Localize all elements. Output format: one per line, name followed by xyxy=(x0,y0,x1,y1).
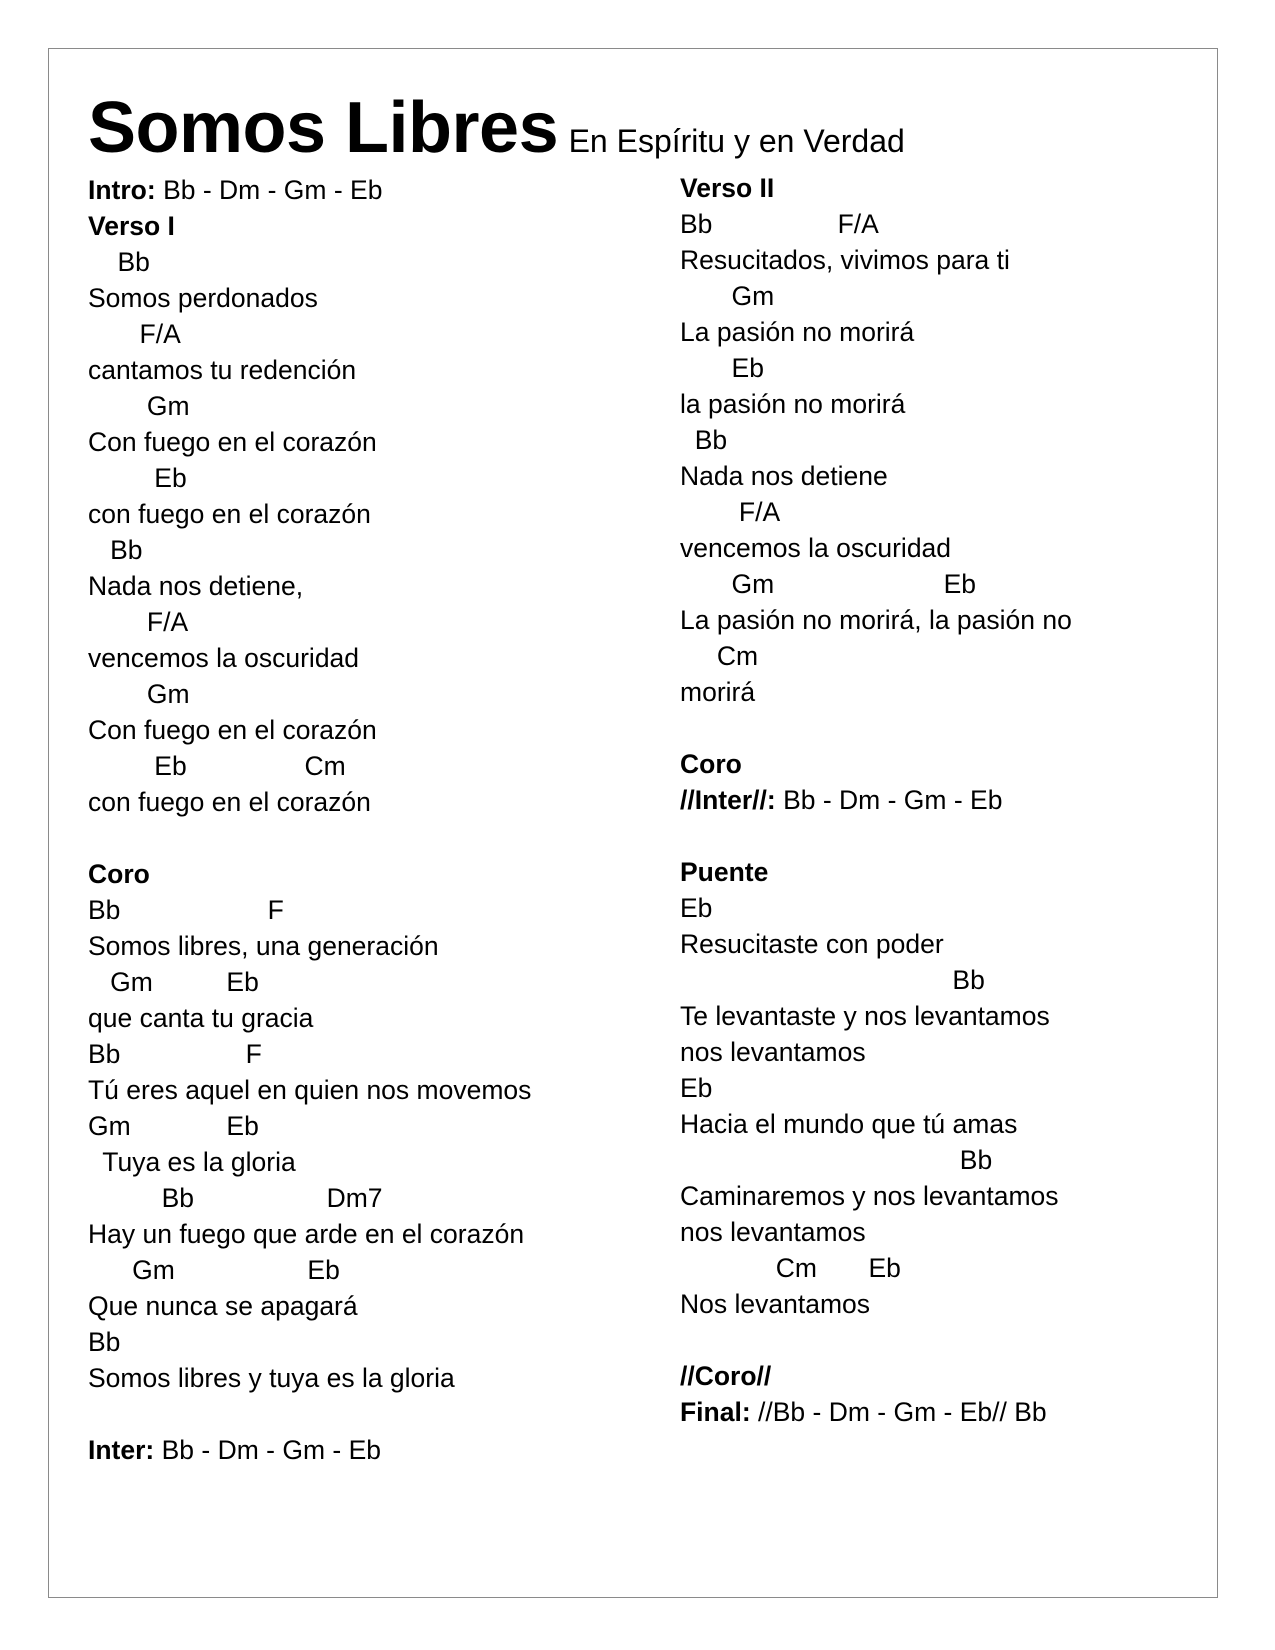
spacer xyxy=(680,818,1220,854)
lyric-line: Con fuego en el corazón xyxy=(88,427,377,457)
spacer xyxy=(88,1396,668,1432)
lyric-line: Somos perdonados xyxy=(88,283,318,313)
section-label-verso-2: Verso II xyxy=(680,173,775,203)
lyric-line: la pasión no morirá xyxy=(680,389,906,419)
spacer xyxy=(680,710,1220,746)
lyric-line: Nada nos detiene, xyxy=(88,571,304,601)
lyric-line: Hacia el mundo que tú amas xyxy=(680,1109,1018,1139)
spacer xyxy=(680,1322,1220,1358)
final-label: Final: xyxy=(680,1397,751,1427)
lyric-line: La pasión no morirá, la pasión no xyxy=(680,605,1072,635)
chord-line: Bb F/A xyxy=(680,209,879,239)
chord-line: Bb F xyxy=(88,1039,262,1069)
lyric-line: nos levantamos xyxy=(680,1217,866,1247)
lyric-line: Con fuego en el corazón xyxy=(88,715,377,745)
lyric-line: Caminaremos y nos levantamos xyxy=(680,1181,1059,1211)
chord-line: Bb xyxy=(88,535,143,565)
inter-chords: Bb - Dm - Gm - Eb xyxy=(775,785,1003,815)
chord-line: Eb xyxy=(88,463,187,493)
lyric-line: Nada nos detiene xyxy=(680,461,888,491)
chord-line: Gm xyxy=(680,281,775,311)
chord-line: Gm Eb xyxy=(88,1255,340,1285)
chord-line: Eb Cm xyxy=(88,751,346,781)
lyric-line: Resucitaste con poder xyxy=(680,929,944,959)
chord-line: Gm Eb xyxy=(88,967,259,997)
left-column xyxy=(88,172,668,1468)
chord-line: Gm xyxy=(88,391,190,421)
lyric-line: vencemos la oscuridad xyxy=(88,643,360,673)
right-column xyxy=(680,170,1220,1430)
chord-line: Bb xyxy=(88,1327,121,1357)
final-line xyxy=(680,1394,1220,1430)
section-label-coro: Coro xyxy=(680,749,742,779)
lyric-line: Nos levantamos xyxy=(680,1289,871,1319)
intro-chords: Bb - Dm - Gm - Eb xyxy=(155,175,383,205)
chord-line: Cm xyxy=(680,641,759,671)
inter-label: //Inter//: xyxy=(680,785,776,815)
intro-line xyxy=(88,172,668,208)
spacer xyxy=(88,820,668,856)
lyric-line: La pasión no morirá xyxy=(680,317,915,347)
chord-line: F/A xyxy=(88,319,181,349)
chord-line: F/A xyxy=(680,497,781,527)
title-row xyxy=(88,88,905,168)
chord-line: F/A xyxy=(88,607,189,637)
chord-line: Bb xyxy=(680,425,728,455)
chord-line: Gm xyxy=(88,679,190,709)
lyric-line: Que nunca se apagará xyxy=(88,1291,358,1321)
final-chords: //Bb - Dm - Gm - Eb// Bb xyxy=(750,1397,1047,1427)
chord-line: Gm Eb xyxy=(88,1111,259,1141)
chord-line: Bb xyxy=(680,965,985,995)
chord-line: Bb F xyxy=(88,895,284,925)
chord-line: Gm Eb xyxy=(680,569,976,599)
artist-subtitle: En Espíritu y en Verdad xyxy=(568,123,905,159)
lyric-line: Somos libres, una generación xyxy=(88,931,439,961)
section-label-puente: Puente xyxy=(680,857,769,887)
chord-line: Eb xyxy=(680,893,713,923)
lyric-line: Tuya es la gloria xyxy=(88,1147,296,1177)
section-label-verso-1: Verso I xyxy=(88,211,175,241)
inter-line xyxy=(88,1432,668,1468)
lyric-line: Resucitados, vivimos para ti xyxy=(680,245,1010,275)
inter-chords: Bb - Dm - Gm - Eb xyxy=(154,1435,381,1465)
lyric-line: Hay un fuego que arde en el corazón xyxy=(88,1219,525,1249)
lyric-line: morirá xyxy=(680,677,756,707)
lyric-line: que canta tu gracia xyxy=(88,1003,314,1033)
section-label-coro-repeat: //Coro// xyxy=(680,1361,772,1391)
lyric-line: con fuego en el corazón xyxy=(88,787,371,817)
lyric-line: vencemos la oscuridad xyxy=(680,533,952,563)
lyric-line: Te levantaste y nos levantamos xyxy=(680,1001,1050,1031)
chord-line: Eb xyxy=(680,353,764,383)
lyric-line: cantamos tu redención xyxy=(88,355,357,385)
intro-label: Intro: xyxy=(88,175,156,205)
section-label-coro: Coro xyxy=(88,859,150,889)
lyric-line: Tú eres aquel en quien nos movemos xyxy=(88,1075,532,1105)
song-title: Somos Libres xyxy=(88,88,559,168)
lyric-line: nos levantamos xyxy=(680,1037,866,1067)
chord-line: Eb xyxy=(680,1073,713,1103)
chord-line: Cm Eb xyxy=(680,1253,901,1283)
lyric-line: con fuego en el corazón xyxy=(88,499,371,529)
chord-line: Bb xyxy=(88,247,150,277)
inter-line xyxy=(680,782,1220,818)
chord-line: Bb Dm7 xyxy=(88,1183,383,1213)
inter-label: Inter: xyxy=(88,1435,155,1465)
lyric-line: Somos libres y tuya es la gloria xyxy=(88,1363,455,1393)
chord-line: Bb xyxy=(680,1145,993,1175)
